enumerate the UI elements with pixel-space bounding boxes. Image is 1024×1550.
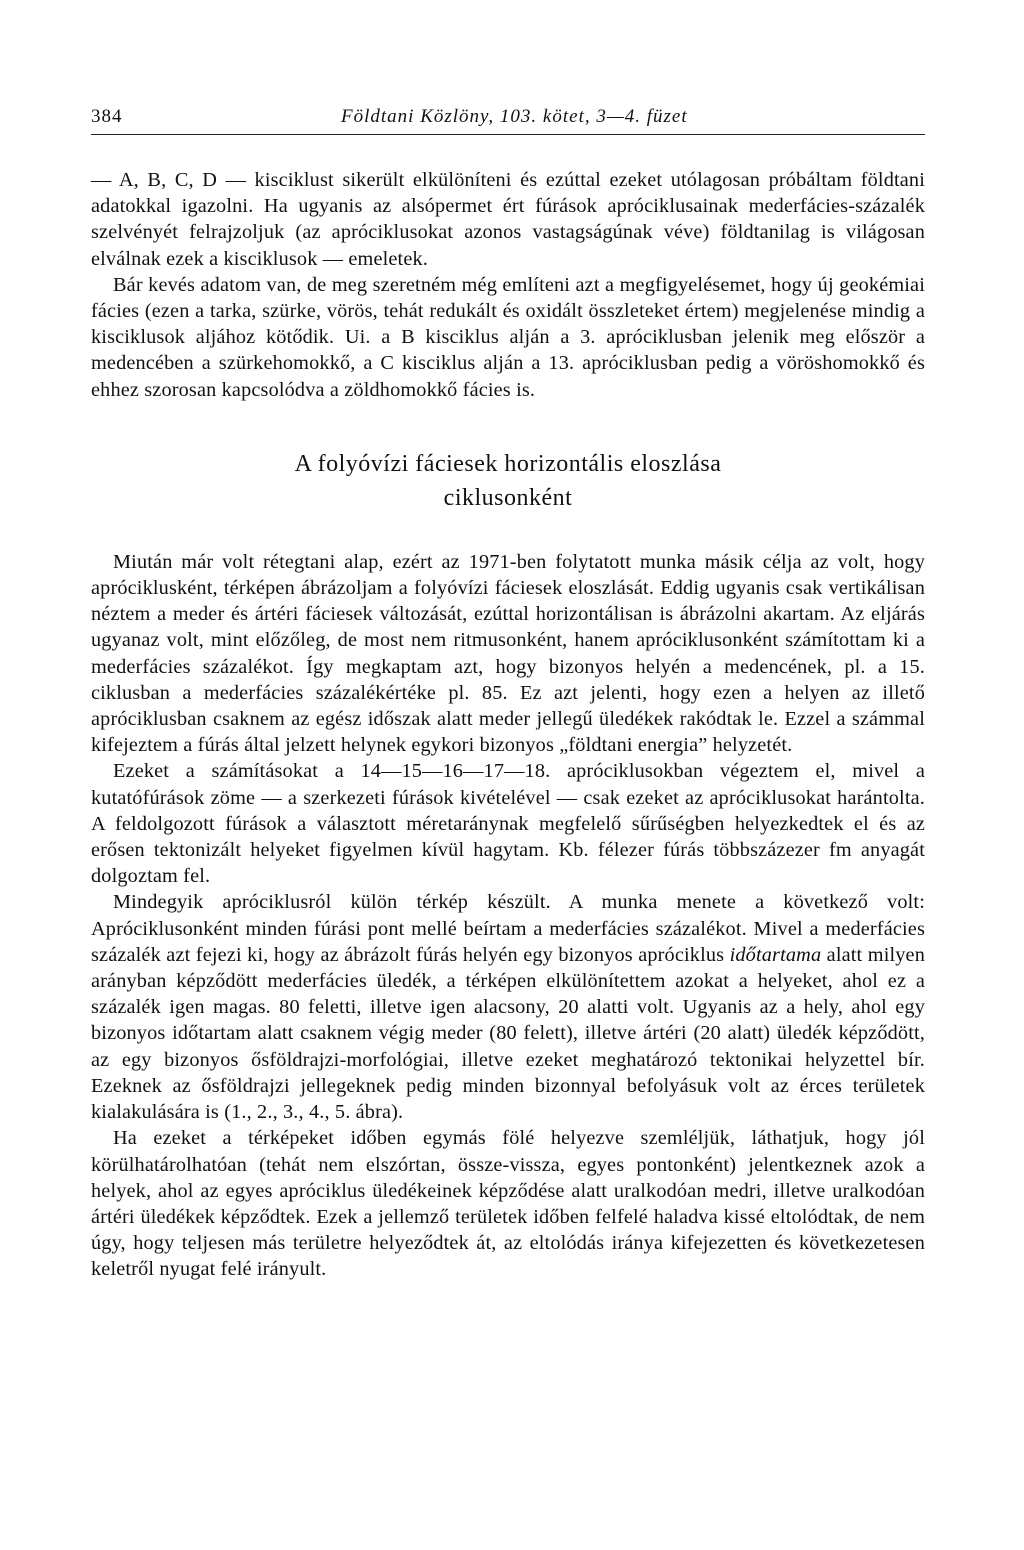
paragraph-map-method-part-2: alatt milyen arányban képződött mederfácies üledék, a térképen elkülönítettem azokat a helyeket, ahol ez a százalék igen magas. 80 feletti, illetve igen alacsony, 20 alatti volt. Ugyanis az a hely, ahol egy bizonyos időtartam alatt csaknem végig meder (80 felett), illetve ártéri (20 alatt) üledék képződött, az egy bizonyos ősföldrajzi-morfológiai, illetve ezeket meghatározó tektonikai helyzettel bír. Ezeknek az ősföldrajzi jellegeknek pedig minden bizonnyal befolyásuk volt az érces területek kialakulására is (1., 2., 3., 4., 5. ábra). (91, 943, 925, 1124)
paragraph-calculations: Ezeket a számításokat a 14—15—16—17—18. apróciklusokban végeztem el, mivel a kutatófúrások zöme — a szerkezeti fúrások kivételével — csak ezeket az apróciklusokat harántolta. A feldolgozott fúrások a választott méretaránynak megfelelő sűrűségben helyezkedtek el és az erősen tektonizált helyeket figyelmen kívül hagytam. Kb. félezer fúrás többszázezer fm anyagát dolgoztam fel. (91, 760, 925, 888)
paragraph-map-method (91, 889, 925, 1125)
running-header (91, 98, 925, 135)
article-body (91, 167, 925, 1283)
paragraph-mapping-purpose: Miután már volt rétegtani alap, ezért az 1971-ben folytatott munka másik célja az volt, hogy apróciklusként, térképen ábrázoljam a folyóvízi fáciesek eloszlását. Eddig ugyanis csak vertikálisan néztem a meder és ártéri fáciesek változását, ezúttal horizontálisan is ábrázolni akartam. Az eljárás ugyanaz volt, mint előzőleg, de most nem ritmusonként, hanem apróciklusonként számítottam ki a mederfácies százalékot. Így megkaptam azt, hogy bizonyos helyén a medencének, pl. a 15. ciklusban a mederfácies százalékértéke pl. 85. Ez azt jelenti, hogy ezen a helyen az illető apróciklusban csaknem az egész időszak alatt meder jellegű üledékek rakódtak le. Ezzel a számmal kifejeztem a fúrás által jelzett helynek egykori bizonyos „földtani energia” helyzetét. (91, 550, 925, 757)
running-title: Földtani Közlöny, 103. kötet, 3—4. füzet (341, 106, 688, 127)
page-number: 384 (91, 106, 123, 127)
journal-page (91, 98, 925, 1283)
section-heading-line-1: A folyóvízi fáciesek horizontális eloszlása (294, 450, 722, 477)
paragraph-kisciklus-intro: — A, B, C, D — kisciklust sikerült elkülöníteni és ezúttal ezeket utólagosan próbáltam földtani adatokkal igazolni. Ha ugyanis az alsópermet ért fúrások apróciklusainak mederfácies-százalék szelvényét felrajzoljuk (az apróciklusokat azonos vastagságúnak véve) földtanilag is világosan elválnak ezek a kisciklusok — emeletek. (91, 169, 925, 270)
section-heading (91, 447, 925, 515)
section-heading-line-2: ciklusonként (443, 484, 573, 511)
paragraph-geochemical-facies: Bár kevés adatom van, de meg szeretném még említeni azt a megfigyelésemet, hogy új geokémiai fácies (ezen a tarka, szürke, vörös, tehát redukált és oxidált összleteket értem) megjelenése mindig a kisciklusok aljához kötődik. Ui. a B kisciklus alján a 3. apróciklusban jelenik meg először a medencében a szürkehomokkő, a C kisciklus alján a 13. apróciklusban pedig a vöröshomokkő és ehhez szorosan kapcsolódva a zöldhomokkő fácies is. (91, 273, 925, 401)
paragraph-map-overlay: Ha ezeket a térképeket időben egymás fölé helyezve szemléljük, láthatjuk, hogy jól körülhatárolhatóan (tehát nem elszórtan, össze-vissza, egyes pontonként) jelentkeznek azok a helyek, ahol az egyes apróciklus üledékeinek képződése alatt uralkodóan medri, illetve uralkodóan ártéri üledékek képződtek. Ezek a jellemző területek időben felfelé haladva kissé eltolódtak, de nem úgy, hogy teljesen más területre helyeződtek át, az eltolódás iránya kifejezetten és következetesen keletről nyugat felé irányult. (91, 1127, 925, 1281)
emphasized-term: időtartama (729, 943, 822, 966)
paragraph-map-method-part-1: Mindegyik apróciklusról külön térkép készült. A munka menete a következő volt: Apróciklusonként minden fúrási pont mellé beírtam a mederfácies százalékot. Mivel a mederfácies százalék azt fejezi ki, hogy az ábrázolt fúrás helyén egy bizonyos apróciklus (91, 891, 925, 966)
